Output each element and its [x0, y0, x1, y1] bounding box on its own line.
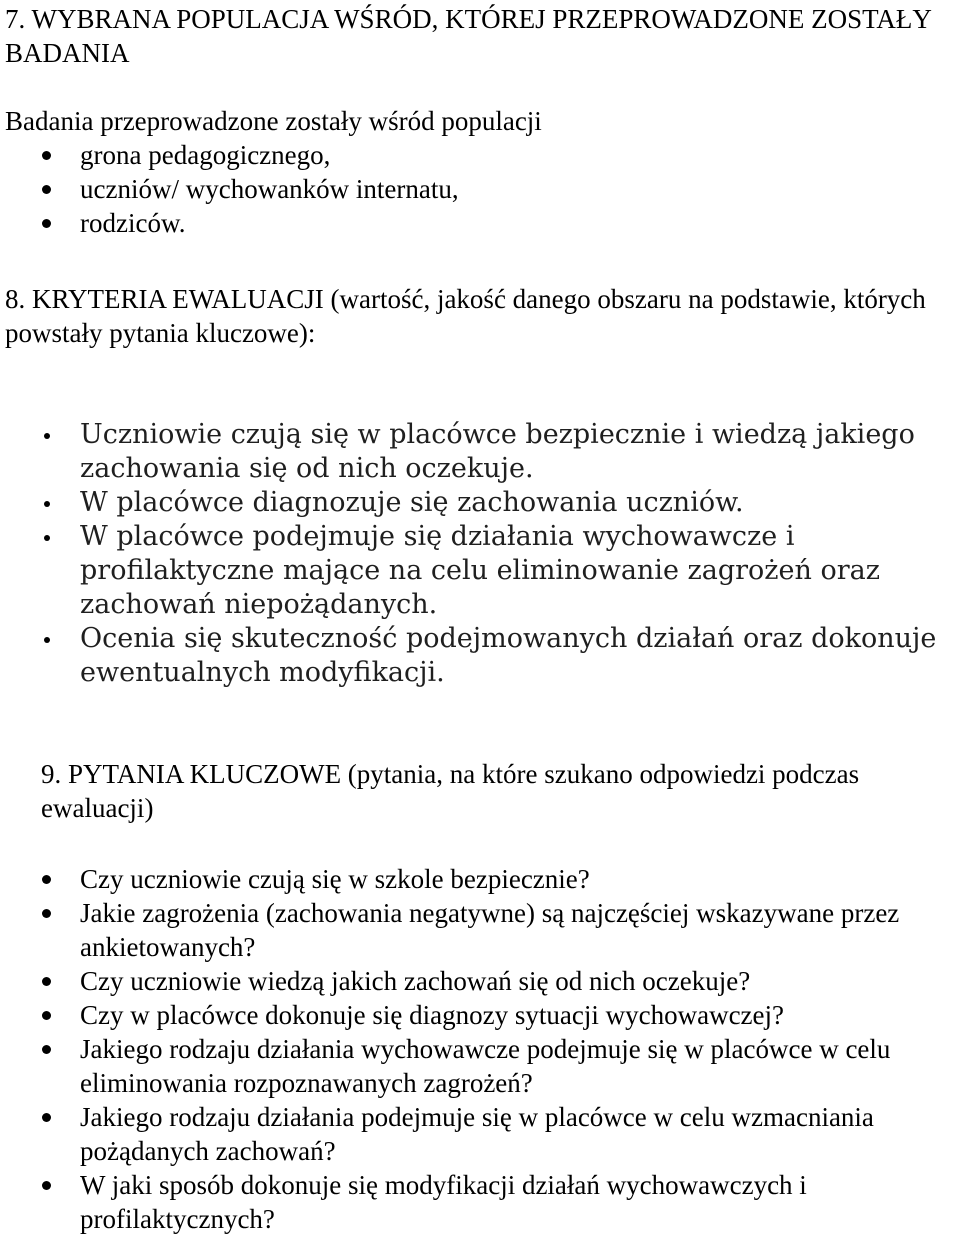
list-item [0, 206, 956, 240]
list-item-text: Jakiego rodzaju działania podejmuje się w placówce w celu wzmacniania pożądanych zachowań? [80, 1102, 874, 1166]
list-item-text: W placówce podejmuje się działania wychowawcze i profilaktyczne mające na celu eliminowanie zagrożeń oraz zachowań niepożądanych. [80, 521, 880, 620]
list-item-text: W placówce diagnozuje się zachowania uczniów. [80, 487, 744, 518]
section-7-list [0, 138, 956, 240]
list-item [0, 1032, 956, 1100]
bullet-icon [42, 1181, 51, 1190]
section-8-heading: 8. KRYTERIA EWALUACJI (wartość, jakość danego obszaru na podstawie, których powstały pytania kluczowe): [5, 284, 926, 348]
section-7-intro: Badania przeprowadzone zostały wśród populacji [5, 106, 542, 136]
list-item-text: W jaki sposób dokonuje się modyfikacji działań wychowawczych i profilaktycznych? [80, 1170, 807, 1234]
list-item-text: uczniów/ wychowanków internatu, [80, 174, 459, 204]
list-item [0, 998, 956, 1032]
list-item-text: grona pedagogicznego, [80, 140, 331, 170]
list-item [0, 418, 956, 486]
bullet-icon [42, 219, 51, 228]
section-8-list [0, 418, 956, 690]
bullet-icon [44, 637, 50, 643]
list-item-text: rodziców. [80, 208, 186, 238]
list-item-text: Czy uczniowie wiedzą jakich zachowań się od nich oczekuje? [80, 966, 751, 996]
section-7-heading: 7. WYBRANA POPULACJA WŚRÓD, KTÓREJ PRZEPROWADZONE ZOSTAŁY BADANIA [5, 4, 931, 68]
bullet-icon [42, 151, 51, 160]
list-item [0, 172, 956, 206]
bullet-icon [42, 1045, 51, 1054]
bullet-icon [42, 185, 51, 194]
bullet-icon [42, 909, 51, 918]
bullet-icon [42, 977, 51, 986]
bullet-icon [42, 1011, 51, 1020]
list-item [0, 862, 956, 896]
bullet-icon [44, 535, 50, 541]
list-item [0, 964, 956, 998]
bullet-icon [44, 501, 50, 507]
list-item [0, 1100, 956, 1168]
list-item-text: Jakiego rodzaju działania wychowawcze podejmuje się w placówce w celu eliminowania rozpoznawanych zagrożeń? [80, 1034, 891, 1098]
bullet-icon [44, 433, 50, 439]
section-9-list [0, 862, 956, 1236]
list-item [0, 486, 956, 520]
list-item-text: Jakie zagrożenia (zachowania negatywne) są najczęściej wskazywane przez ankietowanych? [80, 898, 900, 962]
section-9-heading: 9. PYTANIA KLUCZOWE (pytania, na które szukano odpowiedzi podczas ewaluacji) [41, 759, 860, 823]
list-item [0, 520, 956, 622]
list-item [0, 896, 956, 964]
list-item-text: Ocenia się skuteczność podejmowanych działań oraz dokonuje ewentualnych modyfikacji. [80, 623, 937, 688]
list-item [0, 1168, 956, 1236]
bullet-icon [42, 875, 51, 884]
list-item-text: Czy uczniowie czują się w szkole bezpiecznie? [80, 864, 590, 894]
list-item-text: Uczniowie czują się w placówce bezpiecznie i wiedzą jakiego zachowania się od nich oczekuje. [80, 419, 915, 484]
bullet-icon [42, 1113, 51, 1122]
list-item [0, 138, 956, 172]
list-item-text: Czy w placówce dokonuje się diagnozy sytuacji wychowawczej? [80, 1000, 785, 1030]
list-item [0, 622, 956, 690]
